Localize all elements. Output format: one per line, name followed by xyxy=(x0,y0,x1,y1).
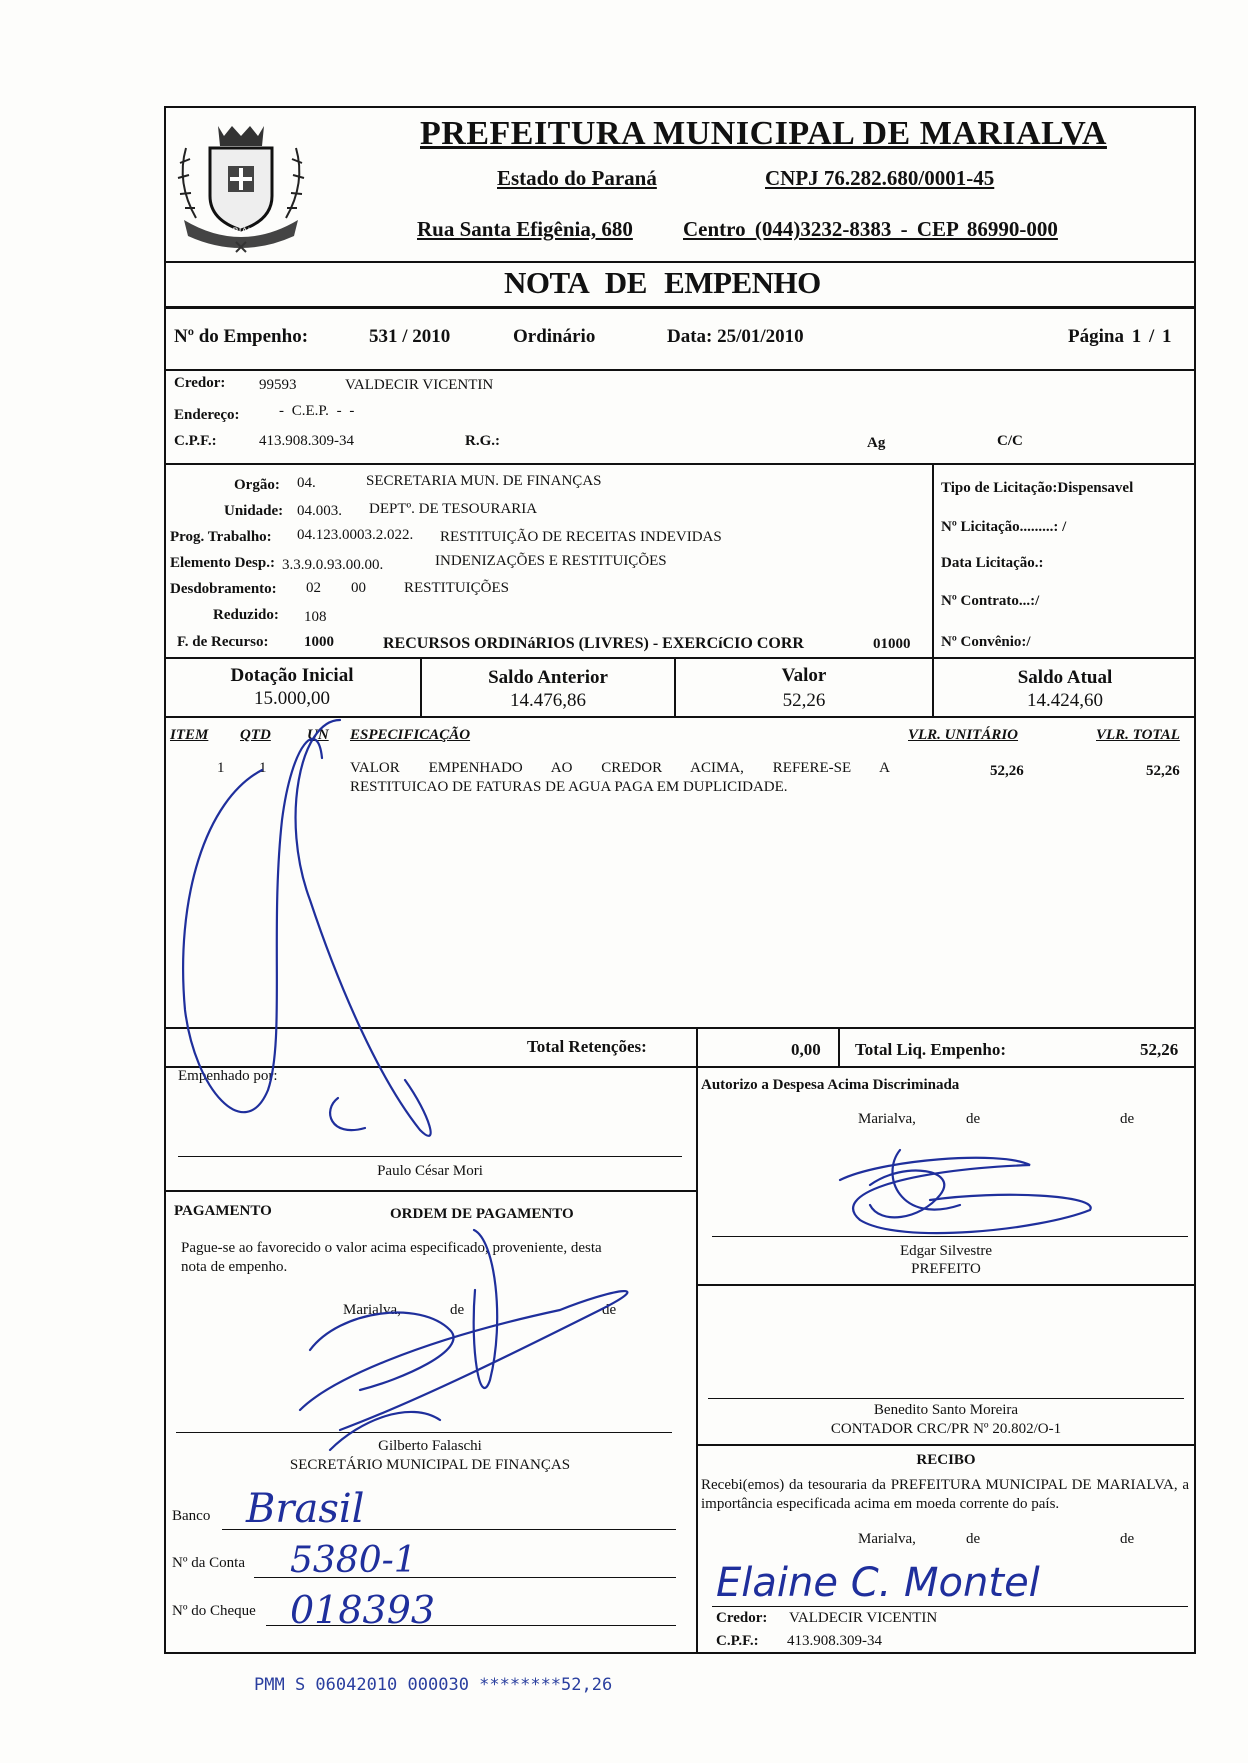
empenho-date: Data: 25/01/2010 xyxy=(667,326,804,347)
rule-right-contador-bottom xyxy=(696,1444,1196,1446)
desdobramento-name: RESTITUIÇÕES xyxy=(404,580,509,596)
rule-totals-bottom xyxy=(164,1066,1196,1068)
secretario-role: SECRETÁRIO MUNICIPAL DE FINANÇAS xyxy=(289,1457,571,1473)
page-indicator: Página 1 / 1 xyxy=(1068,326,1172,347)
rule-title-bottom xyxy=(164,306,1196,309)
item-number: 1 xyxy=(217,760,225,776)
banco-label: Banco xyxy=(172,1508,211,1524)
autorizo-label: Autorizo a Despesa Acima Discriminada xyxy=(701,1077,960,1093)
total-liquido-value: 52,26 xyxy=(1140,1040,1179,1059)
reduzido-value: 108 xyxy=(304,609,327,625)
numero-convenio: Nº Convênio:/ xyxy=(941,634,1031,650)
endereco-label: Endereço: xyxy=(174,407,240,423)
recibo-credor-name: VALDECIR VICENTIN xyxy=(789,1610,938,1626)
unidade-name: DEPTº. DE TESOURARIA xyxy=(369,501,538,517)
cnpj-label: CNPJ 76.282.680/0001-45 xyxy=(765,166,995,190)
address-label: Rua Santa Efigênia, 680 xyxy=(417,217,633,241)
credor-code: 99593 xyxy=(259,377,297,393)
numero-licitacao: Nº Licitação.........: / xyxy=(941,519,1067,535)
fonte-recurso-label: F. de Recurso: xyxy=(177,634,269,650)
total-retencoes-value: 0,00 xyxy=(791,1040,821,1059)
desdobramento-b: 00 xyxy=(351,580,366,596)
svg-text:MARIALVA: MARIALVA xyxy=(218,227,264,237)
recibo-de2: de xyxy=(1120,1531,1135,1547)
prog-trabalho-name: RESTITUIÇÃO DE RECEITAS INDEVIDAS xyxy=(440,529,722,545)
rule-credor-bottom xyxy=(164,463,1196,465)
fonte-recurso-num: 01000 xyxy=(873,636,911,652)
prog-trabalho-label: Prog. Trabalho: xyxy=(170,529,272,545)
col-header-qtd: QTD xyxy=(240,727,271,743)
contador-role: CONTADOR CRC/PR Nº 20.802/O-1 xyxy=(830,1421,1062,1437)
rule-empenho-bottom xyxy=(164,369,1196,371)
fonte-recurso-name: RECURSOS ORDINáRIOS (LIVRES) - EXERCíCIO CORR xyxy=(383,635,804,652)
saldo-anterior-label: Saldo Anterior xyxy=(488,667,608,688)
recibo-place: Marialva, xyxy=(858,1531,916,1547)
municipality-title: PREFEITURA MUNICIPAL DE MARIALVA xyxy=(420,115,1107,152)
unidade-code: 04.003. xyxy=(297,503,342,519)
elemento-label: Elemento Desp.: xyxy=(170,555,275,571)
rg-label: R.G.: xyxy=(465,433,500,449)
ordem-pagamento-label: ORDEM DE PAGAMENTO xyxy=(390,1206,574,1222)
orgao-label: Orgão: xyxy=(234,477,280,493)
autorizo-place: Marialva, xyxy=(858,1111,916,1127)
cheque-handwritten: 018393 xyxy=(290,1588,436,1632)
recibo-label: RECIBO xyxy=(916,1452,976,1468)
col-header-un: UN xyxy=(307,727,329,743)
rule-saldos-bottom xyxy=(164,716,1196,718)
prog-trabalho-code: 04.123.0003.2.022. xyxy=(297,527,414,543)
rule-totals-1 xyxy=(696,1027,698,1654)
saldo-anterior-value: 14.476,86 xyxy=(510,690,586,711)
item-qtd: 1 xyxy=(259,760,267,776)
sig-line-contador xyxy=(708,1398,1184,1399)
rule-items-bottom xyxy=(164,1027,1196,1029)
autorizo-de2: de xyxy=(1120,1111,1135,1127)
empenho-number-label: Nº do Empenho: xyxy=(174,326,309,347)
empenhado-por-label: Empenhado por: xyxy=(178,1068,278,1084)
bank-stamp: PMM S 06042010 000030 ********52,26 xyxy=(254,1675,613,1695)
item-spec-line1: VALOR EMPENHADO AO CREDOR ACIMA, REFERE-SE A xyxy=(350,760,890,776)
tipo-licitacao: Tipo de Licitação:Dispensavel xyxy=(941,480,1134,496)
dotacao-inicial-label: Dotação Inicial xyxy=(230,665,354,686)
rule-orcamento-bottom xyxy=(164,657,1196,659)
total-liquido-label: Total Liq. Empenho: xyxy=(855,1040,1006,1059)
valor-value: 52,26 xyxy=(782,690,826,711)
address-contact-label: Centro (044)3232-8383 - CEP 86990-000 xyxy=(683,217,1058,241)
cheque-label: Nº do Cheque xyxy=(172,1603,256,1619)
rule-totals-2 xyxy=(838,1027,840,1067)
col-header-especificacao: ESPECIFICAÇÃO xyxy=(350,727,471,743)
orgao-name: SECRETARIA MUN. DE FINANÇAS xyxy=(366,473,602,489)
reduzido-label: Reduzido: xyxy=(213,607,279,623)
desdobramento-a: 02 xyxy=(306,580,321,596)
saldo-atual-value: 14.424,60 xyxy=(1027,690,1103,711)
contador-name: Benedito Santo Moreira xyxy=(873,1402,1019,1418)
elemento-name: INDENIZAÇÕES E RESTITUIÇÕES xyxy=(435,553,667,569)
total-retencoes-label: Total Retenções: xyxy=(527,1037,647,1056)
prefeito-role: PREFEITO xyxy=(911,1261,981,1277)
col-header-vlr-unitario: VLR. UNITÁRIO xyxy=(908,727,1019,743)
state-label: Estado do Paraná xyxy=(497,166,657,190)
autorizo-de1: de xyxy=(966,1111,981,1127)
municipal-crest-logo xyxy=(166,108,316,258)
desdobramento-label: Desdobramento: xyxy=(170,581,277,597)
recibo-credor-label: Credor: xyxy=(716,1610,768,1626)
pagamento-text-2: nota de empenho. xyxy=(181,1259,288,1275)
pagamento-text-1: Pague-se ao favorecido o valor acima especificado, proveniente, desta xyxy=(181,1240,602,1256)
recibo-de1: de xyxy=(966,1531,981,1547)
pagamento-de1: de xyxy=(450,1302,465,1318)
item-vlr-total: 52,26 xyxy=(1146,763,1180,779)
rule-header-bottom xyxy=(164,261,1196,263)
sig-line-prefeito xyxy=(712,1236,1188,1237)
credor-name: VALDECIR VICENTIN xyxy=(345,377,494,393)
conta-handwritten: 5380-1 xyxy=(290,1540,417,1581)
empenho-number: 531 / 2010 xyxy=(369,326,451,347)
item-vlr-unitario: 52,26 xyxy=(990,763,1024,779)
valor-label: Valor xyxy=(781,665,827,686)
orgao-code: 04. xyxy=(297,475,316,491)
dotacao-inicial-value: 15.000,00 xyxy=(254,688,330,709)
recibo-cpf-value: 413.908.309-34 xyxy=(787,1633,882,1649)
fonte-recurso-code: 1000 xyxy=(304,634,334,650)
secretario-name: Gilberto Falaschi xyxy=(378,1438,482,1454)
endereco-value: - C.E.P. - - xyxy=(279,403,355,419)
pagamento-place: Marialva, xyxy=(343,1302,401,1318)
saldo-atual-label: Saldo Atual xyxy=(1017,667,1113,688)
rule-right-autorizo-bottom xyxy=(696,1284,1196,1286)
empenhado-por-name: Paulo César Mori xyxy=(377,1163,483,1179)
col-header-item: ITEM xyxy=(170,727,209,743)
data-licitacao: Data Licitação.: xyxy=(941,555,1044,571)
empenho-type: Ordinário xyxy=(513,326,596,347)
rule-left-empenhado-bottom xyxy=(164,1190,696,1192)
conta-corrente-label: C/C xyxy=(997,433,1023,449)
recibo-signature: Elaine C. Montel xyxy=(716,1560,1040,1606)
item-spec-line2: RESTITUICAO DE FATURAS DE AGUA PAGA EM DUPLICIDADE. xyxy=(350,779,788,795)
banco-handwritten: Brasil xyxy=(246,1486,365,1532)
col-header-vlr-total: VLR. TOTAL xyxy=(1096,727,1180,743)
pagamento-de2: de xyxy=(602,1302,617,1318)
cpf-label: C.P.F.: xyxy=(174,433,217,449)
conta-label: Nº da Conta xyxy=(172,1555,245,1571)
cpf-value: 413.908.309-34 xyxy=(259,433,354,449)
recibo-cpf-label: C.P.F.: xyxy=(716,1633,759,1649)
sig-line-recibo xyxy=(712,1606,1188,1607)
agencia-label: Ag xyxy=(867,435,886,451)
unidade-label: Unidade: xyxy=(224,503,284,519)
sig-line-secretario xyxy=(176,1432,672,1433)
recibo-text: Recebi(emos) da tesouraria da PREFEITURA MUNICIPAL DE MARIALVA, a importância especificada acima em moeda corrente do país. xyxy=(701,1477,1189,1512)
pagamento-label: PAGAMENTO xyxy=(174,1203,272,1219)
elemento-code: 3.3.9.0.93.00.00. xyxy=(282,557,384,573)
prefeito-name: Edgar Silvestre xyxy=(899,1243,993,1259)
sig-line-empenhado xyxy=(178,1156,682,1157)
credor-label: Credor: xyxy=(174,375,226,391)
document-title: NOTA DE EMPENHO xyxy=(504,265,821,300)
numero-contrato: Nº Contrato...:/ xyxy=(941,593,1040,609)
